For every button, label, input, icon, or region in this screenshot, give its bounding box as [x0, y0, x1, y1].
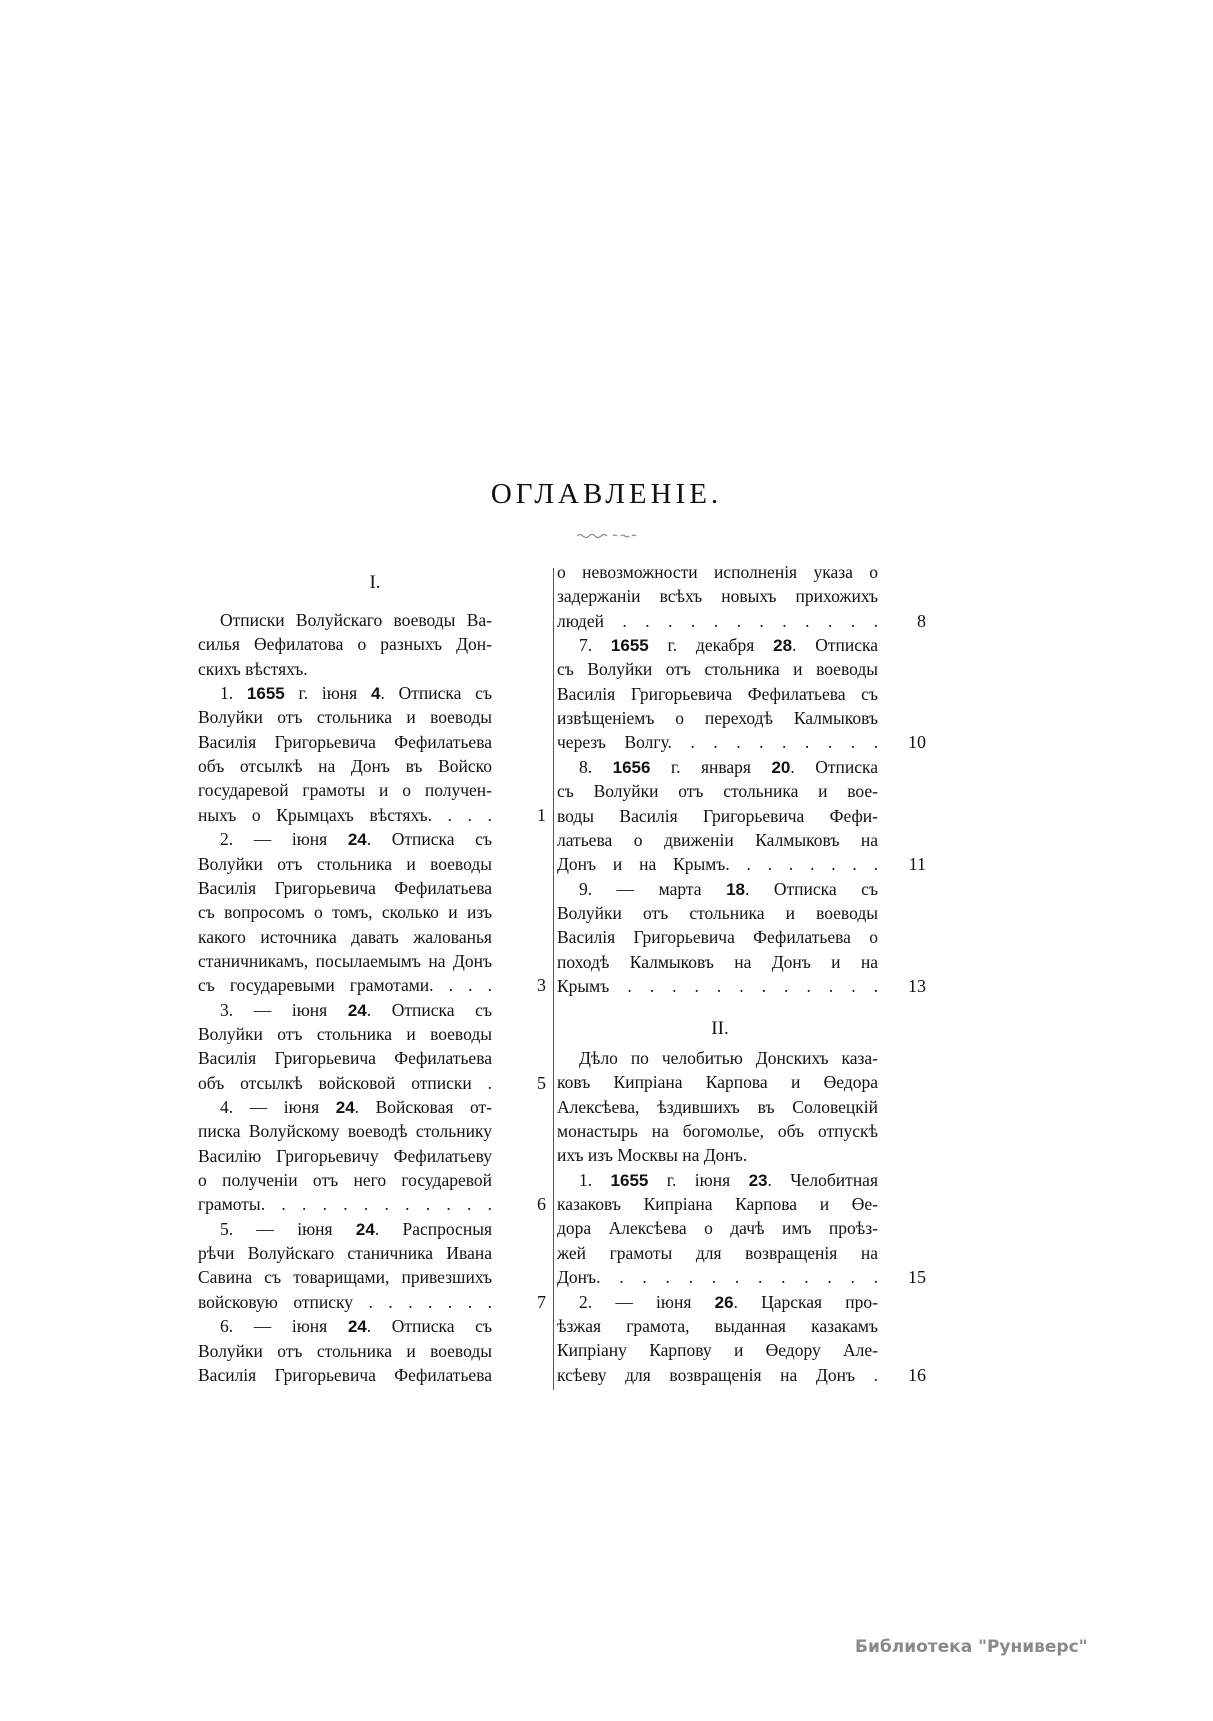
toc-line: съ вопросомъ о томъ, сколько и изъ [198, 902, 492, 923]
section-heading-ii: II. [711, 1018, 729, 1039]
page-number[interactable]: 1 [537, 804, 546, 825]
toc-line: съ Волуйки отъ стольника и воеводы [557, 659, 878, 680]
section-heading-i: I. [369, 572, 381, 593]
toc-line: жей грамоты для возвращенія на [557, 1242, 878, 1263]
decorative-flourish-icon [577, 532, 637, 538]
toc-line: Волуйки отъ стольника и воеводы [198, 1023, 492, 1044]
page-number[interactable]: 15 [908, 1267, 926, 1288]
toc-line: войсковую отписку . . . . . . . [198, 1291, 492, 1312]
toc-line: дора Алексѣева о дачѣ имъ проѣз- [557, 1218, 878, 1239]
toc-line: Алексѣева, ѣздившихъ въ Соловецкій [557, 1096, 878, 1117]
toc-line: Василія Григорьевича Фефилатьева съ [557, 683, 878, 704]
toc-line: Донъ. . . . . . . . . . . . . [557, 1267, 878, 1288]
toc-line: грамоты. . . . . . . . . . . . [198, 1194, 492, 1215]
toc-line: казаковъ Кипріана Карпова и Өе- [557, 1194, 878, 1215]
toc-line: Василію Григорьевичу Фефилатьеву [198, 1145, 492, 1166]
toc-line: силья Өефилатова о разныхъ Дон- [198, 634, 492, 655]
page-number[interactable]: 8 [917, 610, 926, 631]
toc-line: извѣщеніемъ о переходѣ Калмыковъ [557, 708, 878, 729]
toc-line: 4. — іюня 24. Войсковая от- [220, 1097, 492, 1117]
toc-line: 8. 1656 г. января 20. Отписка [579, 756, 879, 777]
page-number[interactable]: 13 [908, 975, 926, 996]
toc-line: объ отсылкѣ на Донъ въ Войско [198, 756, 492, 777]
toc-line: станичникамъ, посылаемымъ на Донъ [198, 950, 492, 971]
toc-line: ковъ Кипріана Карпова и Өедора [557, 1072, 878, 1093]
toc-line: Донъ и на Крымъ. . . . . . . . [557, 854, 878, 875]
toc-line: ихъ изъ Москвы на Донъ. [557, 1145, 748, 1166]
toc-line: Кипріану Карпову и Өедору Але- [557, 1340, 878, 1361]
toc-line: 6. — іюня 24. Отписка съ [220, 1316, 492, 1337]
page-number[interactable]: 6 [537, 1194, 546, 1215]
toc-line: 7. 1655 г. декабря 28. Отписка [579, 635, 878, 656]
toc-line: Василія Григорьевича Фефилатьева о [557, 927, 878, 948]
library-watermark: Библиотека "Руниверс" [855, 1637, 1088, 1657]
toc-line: какого источника давать жалованья [198, 926, 492, 947]
page-number[interactable]: 10 [908, 732, 926, 753]
toc-line: съ государевыми грамотами. . . . [198, 975, 492, 996]
toc-line: Волуйки отъ стольника и воеводы [557, 902, 878, 923]
toc-line: Василія Григорьевича Фефилатьева [198, 1364, 492, 1385]
toc-line: задержаніи всѣхъ новыхъ прихожихъ [557, 586, 878, 607]
toc-line: Крымъ . . . . . . . . . . . . [557, 975, 878, 996]
toc-line: 2. — іюня 24. Отписка съ [220, 829, 492, 850]
toc-line: скихъ вѣстяхъ. [198, 658, 308, 679]
toc-line: ѣзжая грамота, выданная казакамъ [557, 1315, 878, 1336]
toc-line: Савина съ товарищами, привезшихъ [198, 1267, 492, 1288]
toc-line: 2. — іюня 26. Царская про- [579, 1291, 878, 1312]
toc-line: Отписки Волуйскаго воеводы Ва- [220, 610, 492, 630]
page-number[interactable]: 5 [537, 1072, 546, 1093]
toc-line: 3. — іюня 24. Отписка съ [220, 999, 492, 1020]
toc-line: людей . . . . . . . . . . . . [557, 610, 878, 631]
toc-line: писка Волуйскому воеводѣ стольнику [198, 1121, 492, 1142]
page-number[interactable]: 3 [537, 975, 546, 996]
toc-line: объ отсылкѣ войсковой отписки . [198, 1072, 492, 1093]
toc-line: Волуйки отъ стольника и воеводы [198, 707, 492, 728]
toc-line: монастырь на богомолье, объ отпускѣ [557, 1121, 878, 1142]
column-divider [553, 568, 554, 1390]
toc-line: ныхъ о Крымцахъ вѣстяхъ. . . . [198, 804, 492, 825]
toc-line: о полученіи отъ него государевой [198, 1170, 492, 1191]
page-number[interactable]: 11 [908, 854, 926, 875]
toc-line: черезъ Волгу. . . . . . . . . . [557, 732, 878, 753]
toc-line: ксѣеву для возвращенія на Донъ . [557, 1364, 878, 1385]
toc-line: воды Василія Григорьевича Фефи- [557, 805, 878, 826]
toc-line: о невозможности исполненія указа о [557, 562, 878, 582]
toc-line: Василія Григорьевича Фефилатьева [198, 877, 492, 898]
toc-line: государевой грамоты и о получен- [198, 780, 492, 801]
page-number[interactable]: 7 [537, 1291, 546, 1312]
toc-line: 1. 1655 г. іюня 23. Челобитная [579, 1169, 878, 1190]
toc-line: Волуйки отъ стольника и воеводы [198, 1340, 492, 1361]
page-title: ОГЛАВЛЕНІЕ. [490, 478, 723, 510]
toc-line: рѣчи Волуйскаго станичника Ивана [198, 1243, 492, 1264]
toc-line: латьева о движеніи Калмыковъ на [557, 829, 878, 850]
toc-line: походѣ Калмыковъ на Донъ и на [557, 951, 878, 972]
toc-line: Василія Григорьевича Фефилатьева [198, 1048, 492, 1069]
toc-line: 1. 1655 г. іюня 4. Отписка съ [220, 683, 493, 704]
toc-line: съ Волуйки отъ стольника и вое- [557, 781, 878, 802]
toc-line: Василія Григорьевича Фефилатьева [198, 731, 492, 752]
toc-line: 5. — іюня 24. Распросныя [220, 1218, 492, 1239]
page-number[interactable]: 16 [908, 1364, 926, 1385]
toc-line: 9. — марта 18. Отписка съ [579, 878, 879, 899]
toc-line: Дѣло по челобитью Донскихъ каза- [579, 1048, 878, 1068]
toc-line: Волуйки отъ стольника и воеводы [198, 853, 492, 874]
